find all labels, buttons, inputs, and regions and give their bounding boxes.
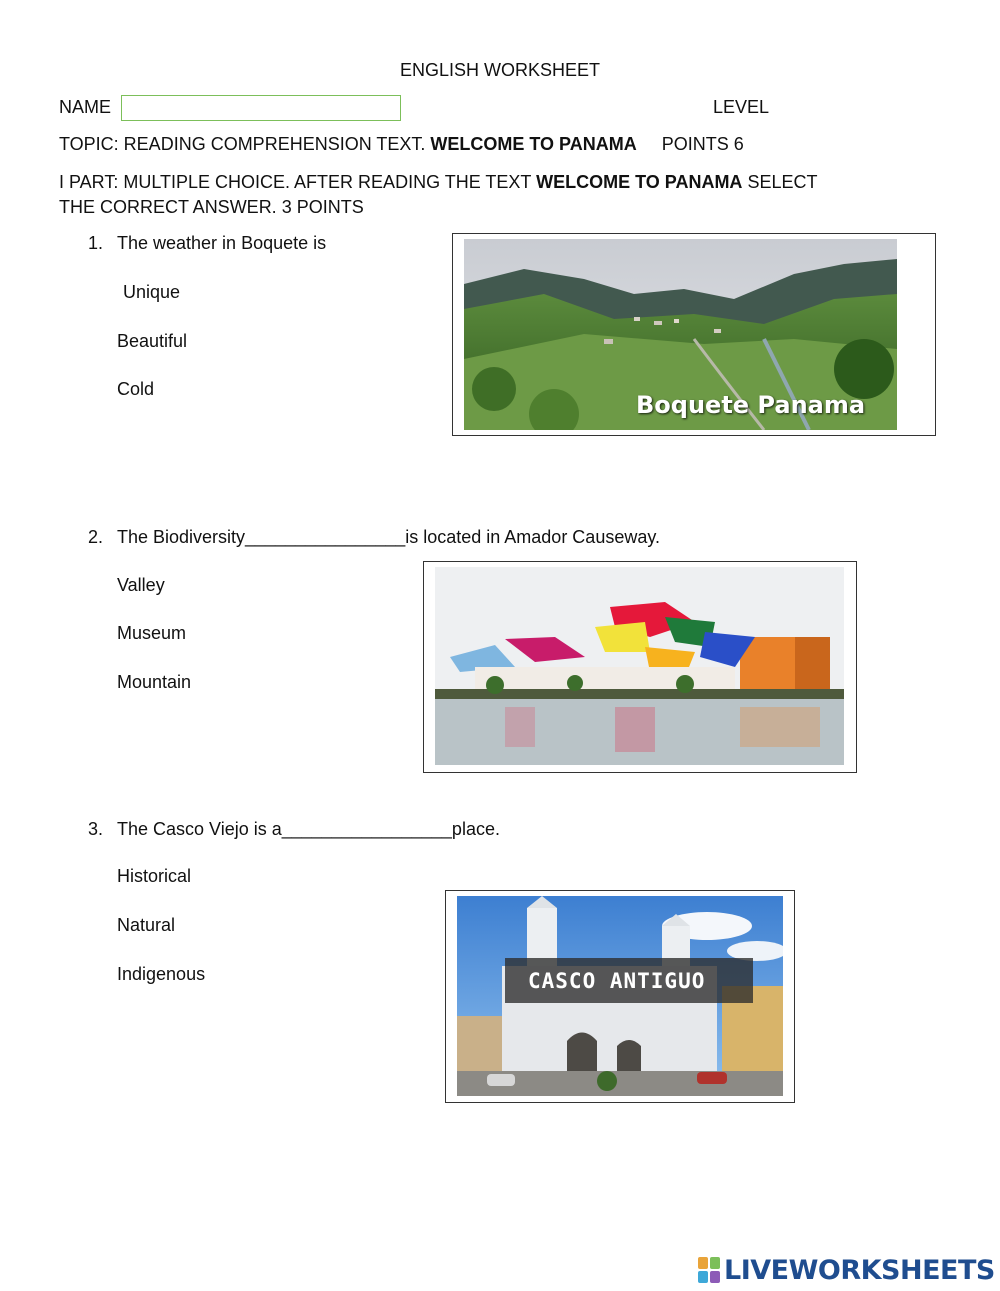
casco-caption: CASCO ANTIGUO (528, 969, 706, 993)
liveworksheets-logo (698, 1255, 995, 1285)
topic-text: TOPIC: READING COMPREHENSION TEXT. (59, 134, 431, 154)
question-2-number: 2. (88, 527, 104, 547)
points-text: POINTS 6 (661, 134, 744, 154)
name-label: NAME (59, 97, 112, 117)
question-2-option-2[interactable]: Museum (117, 623, 187, 643)
question-3-prompt: The Casco Viejo is a_________________place. (117, 819, 500, 839)
instructions-title: WELCOME TO PANAMA (536, 172, 743, 192)
question-2-prompt: The Biodiversity________________is located in Amador Causeway. (117, 527, 661, 547)
question-1-prompt: The weather in Boquete is (117, 233, 327, 253)
casco-photo (457, 896, 783, 1096)
topic-line (59, 134, 744, 155)
question-3-option-2[interactable]: Natural (117, 915, 176, 935)
question-1-option-1[interactable]: Unique (123, 282, 181, 302)
question-2-option-3[interactable]: Mountain (117, 672, 192, 692)
level-label: LEVEL (713, 97, 770, 117)
question-3-option-1[interactable]: Historical (117, 866, 192, 886)
worksheet-title: ENGLISH WORKSHEET (399, 60, 601, 80)
name-input[interactable] (121, 95, 401, 121)
question-2-option-1[interactable]: Valley (117, 575, 165, 595)
instructions-line-1 (59, 172, 817, 193)
boquete-photo (464, 239, 897, 430)
boquete-caption: Boquete Panama (636, 391, 866, 419)
question-1-option-3[interactable]: Cold (117, 379, 155, 399)
topic-title: WELCOME TO PANAMA (430, 134, 637, 154)
question-1-option-2[interactable]: Beautiful (117, 331, 188, 351)
biomuseo-photo (435, 567, 844, 765)
question-3-option-3[interactable]: Indigenous (117, 964, 206, 984)
question-3-number: 3. (88, 819, 104, 839)
instructions-tail: SELECT (742, 172, 818, 192)
logo-text: LIVEWORKSHEETS (724, 1254, 995, 1286)
instructions-text: I PART: MULTIPLE CHOICE. AFTER READING THE TEXT (59, 172, 537, 192)
logo-mark-icon (698, 1257, 720, 1283)
question-1-number: 1. (88, 233, 104, 253)
instructions-line-2: THE CORRECT ANSWER. 3 POINTS (59, 197, 364, 217)
